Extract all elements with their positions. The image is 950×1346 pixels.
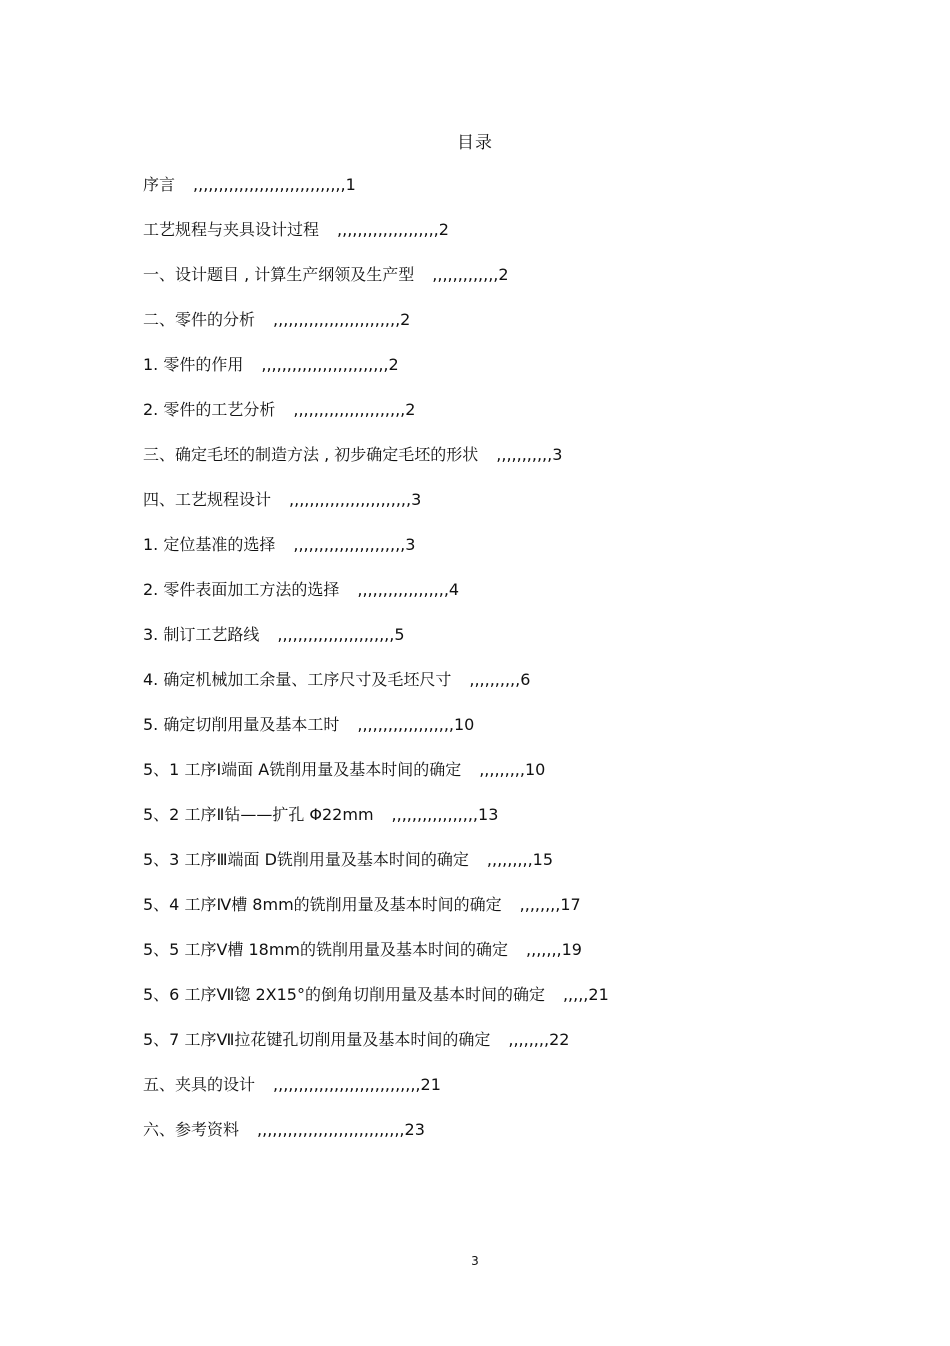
toc-entry-page: ,,,,,21: [562, 985, 609, 1004]
toc-entry[interactable]: [143, 622, 843, 667]
toc-entry-label: 三、确定毛坯的制造方法 , 初步确定毛坯的形状: [143, 445, 479, 464]
toc-entry-label: 5. 确定切削用量及基本工时: [143, 715, 340, 734]
toc-entry-page: ,,,,,,,,,,,,,,,,,,,,,,2: [293, 400, 416, 419]
toc-entry[interactable]: [143, 217, 843, 262]
toc-entry[interactable]: [143, 172, 843, 217]
toc-entry-label: 工艺规程与夹具设计过程: [143, 220, 320, 239]
toc-entry-label: 5、3 工序Ⅲ端面 D铣削用量及基本时间的确定: [143, 850, 469, 869]
toc-entry[interactable]: [143, 757, 843, 802]
toc-entry-label: 二、零件的分析: [143, 310, 256, 329]
toc-entry-page: ,,,,,,,19: [526, 940, 582, 959]
toc-entry[interactable]: [143, 1117, 843, 1162]
page-number: 3: [471, 1254, 479, 1268]
toc-entry-page: ,,,,,,,,,15: [486, 850, 554, 869]
toc-entry-page: ,,,,,,,,,10: [479, 760, 546, 779]
toc-entry-page: ,,,,,,,,,,,,,,,,,,,,,,,,,,,,,21: [273, 1075, 441, 1094]
toc-entry-page: ,,,,,,,,,,,,,,,,,,,,,,,,3: [289, 490, 422, 509]
toc-entry-page: ,,,,,,,,,,,,,,,,,,,,2: [337, 220, 449, 239]
toc-entry[interactable]: [143, 397, 843, 442]
toc-entry-label: 序言: [143, 175, 176, 194]
toc-list: [143, 172, 843, 1162]
toc-entry-page: ,,,,,,,,,,,,,,,,,,,,,,,,,2: [273, 310, 411, 329]
toc-entry-page: ,,,,,,,,,,,,,,,,,13: [391, 805, 499, 824]
toc-entry[interactable]: [143, 847, 843, 892]
toc-entry[interactable]: [143, 892, 843, 937]
toc-entry-label: 5、7 工序Ⅶ拉花键孔切削用量及基本时间的确定: [143, 1030, 491, 1049]
toc-entry[interactable]: [143, 577, 843, 622]
toc-entry[interactable]: [143, 307, 843, 352]
toc-entry-label: 1. 定位基准的选择: [143, 535, 276, 554]
toc-entry[interactable]: [143, 667, 843, 712]
toc-entry[interactable]: [143, 712, 843, 757]
toc-entry[interactable]: [143, 1027, 843, 1072]
toc-entry-label: 4. 确定机械加工余量、工序尺寸及毛坯尺寸: [143, 670, 452, 689]
toc-entry-page: ,,,,,,,,,,,,,,,,,,,,,,,,,2: [261, 355, 399, 374]
toc-entry-label: 六、参考资料: [143, 1120, 240, 1139]
toc-entry-page: ,,,,,,,,,,,,,2: [432, 265, 509, 284]
toc-entry-label: 五、夹具的设计: [143, 1075, 256, 1094]
toc-entry[interactable]: [143, 442, 843, 487]
toc-entry-label: 5、5 工序Ⅴ槽 18mm的铣削用量及基本时间的确定: [143, 940, 509, 959]
toc-entry-label: 3. 制订工艺路线: [143, 625, 260, 644]
toc-entry-page: ,,,,,,,,,,6: [469, 670, 531, 689]
toc-entry-page: ,,,,,,,,17: [519, 895, 581, 914]
toc-entry-label: 5、6 工序Ⅶ锪 2X15°的倒角切削用量及基本时间的确定: [143, 985, 545, 1004]
toc-entry-label: 5、2 工序Ⅱ钻——扩孔 Φ22mm: [143, 805, 374, 824]
toc-entry[interactable]: [143, 262, 843, 307]
toc-entry[interactable]: [143, 352, 843, 397]
toc-entry-label: 一、设计题目 , 计算生产纲领及生产型: [143, 265, 415, 284]
toc-entry[interactable]: [143, 982, 843, 1027]
toc-entry-label: 2. 零件表面加工方法的选择: [143, 580, 340, 599]
toc-entry-page: ,,,,,,,,,,,,,,,,,,,10: [357, 715, 475, 734]
toc-entry-label: 5、1 工序Ⅰ端面 A铣削用量及基本时间的确定: [143, 760, 462, 779]
toc-title: 目录: [457, 133, 493, 153]
toc-entry-page: ,,,,,,,,,,,,,,,,,,,,,,,5: [277, 625, 405, 644]
toc-entry[interactable]: [143, 1072, 843, 1117]
toc-entry[interactable]: [143, 802, 843, 847]
toc-entry-label: 四、工艺规程设计: [143, 490, 272, 509]
toc-entry[interactable]: [143, 532, 843, 577]
toc-entry[interactable]: [143, 487, 843, 532]
toc-entry-label: 5、4 工序Ⅳ槽 8mm的铣削用量及基本时间的确定: [143, 895, 502, 914]
toc-entry[interactable]: [143, 937, 843, 982]
toc-entry-label: 2. 零件的工艺分析: [143, 400, 276, 419]
toc-entry-page: ,,,,,,,,22: [508, 1030, 570, 1049]
toc-entry-page: ,,,,,,,,,,,,,,,,,,,,,,,,,,,,,23: [257, 1120, 425, 1139]
toc-entry-page: ,,,,,,,,,,,,,,,,,,,,,,3: [293, 535, 416, 554]
toc-entry-page: ,,,,,,,,,,,3: [496, 445, 563, 464]
toc-entry-label: 1. 零件的作用: [143, 355, 244, 374]
toc-entry-page: ,,,,,,,,,,,,,,,,,,,,,,,,,,,,,,1: [193, 175, 356, 194]
toc-entry-page: ,,,,,,,,,,,,,,,,,,4: [357, 580, 460, 599]
